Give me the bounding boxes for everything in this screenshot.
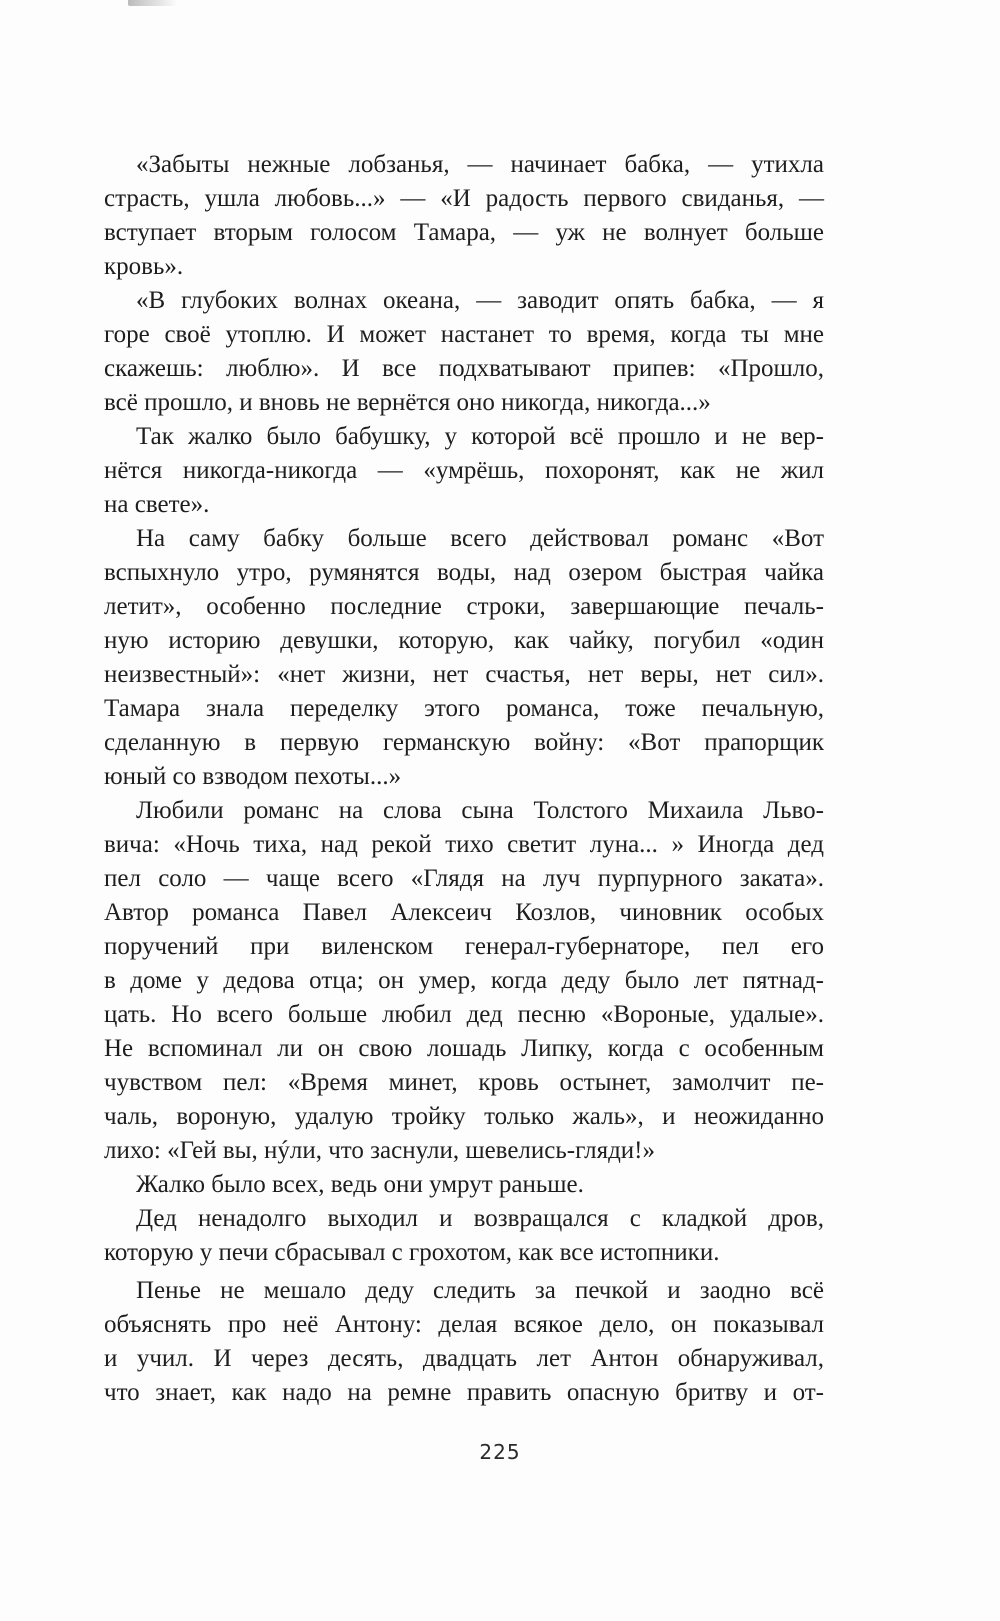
text-line: Жалко было всех, ведь они умрут раньше.	[136, 1171, 584, 1198]
paragraph	[104, 522, 824, 794]
text-line: неизвестный»: «нет жизни, нет счастья, нет веры, нет сил».	[104, 661, 824, 688]
text-line: Так жалко было бабушку, у которой всё прошло и не вер-	[136, 423, 824, 450]
text-line: чувством пел: «Время минет, кровь остынет, замолчит пе-	[104, 1069, 824, 1096]
text-line: нётся никогда-никогда — «умрёшь, похоронят, как не жил	[104, 457, 824, 484]
text-line: Дед ненадолго выходил и возвращался с кладкой дров,	[136, 1205, 824, 1232]
text-line: горе своё утоплю. И может настанет то время, когда ты мне	[104, 321, 824, 348]
text-line: вича: «Ночь тиха, над рекой тихо светит луна... » Иногда дед	[104, 831, 824, 858]
paragraph	[104, 420, 824, 522]
text-line: кровь».	[104, 253, 184, 280]
text-line: скажешь: люблю». И все подхватывают припев: «Прошло,	[104, 355, 824, 382]
text-line: что знает, как надо на ремне править опасную бритву и от-	[104, 1379, 824, 1406]
text-line: и учил. И через десять, двадцать лет Антон обнаруживал,	[104, 1345, 824, 1372]
text-line: Не вспоминал ли он свою лошадь Липку, когда с особенным	[104, 1035, 824, 1062]
text-line: «В глубоких волнах океана, — заводит опять бабка, — я	[136, 287, 824, 314]
text-line: лихо: «Гей вы, нýли, что заснули, шевелись-гляди!»	[104, 1137, 655, 1164]
text-line: в доме у дедова отца; он умер, когда деду было лет пятнад-	[104, 967, 824, 994]
paragraph	[104, 148, 824, 284]
text-line: на свете».	[104, 491, 210, 518]
text-line: которую у печи сбрасывал с грохотом, как все истопники.	[104, 1239, 720, 1266]
paragraph	[104, 284, 824, 420]
scan-artifact	[128, 0, 178, 6]
paragraph	[104, 1202, 824, 1270]
text-line: юный со взводом пехоты...»	[104, 763, 402, 790]
text-line: Автор романса Павел Алексеич Козлов, чиновник особых	[104, 899, 824, 926]
paragraph	[104, 1168, 824, 1202]
text-line: чаль, вороную, удалую тройку только жаль», и неожиданно	[104, 1103, 824, 1130]
text-line: Тамара знала переделку этого романса, тоже печальную,	[104, 695, 824, 722]
text-line: всё прошло, и вновь не вернётся оно никогда, никогда...»	[104, 389, 711, 416]
text-line: сделанную в первую германскую войну: «Вот прапорщик	[104, 729, 824, 756]
text-line: страсть, ушла любовь...» — «И радость первого свиданья, —	[104, 185, 824, 212]
paragraph	[104, 794, 824, 1168]
text-line: объяснять про неё Антону: делая всякое дело, он показывал	[104, 1311, 824, 1338]
text-line: Любили романс на слова сына Толстого Михаила Льво-	[136, 797, 824, 824]
text-line: летит», особенно последние строки, завершающие печаль-	[104, 593, 824, 620]
text-line: поручений при виленском генерал-губернаторе, пел его	[104, 933, 824, 960]
text-line: Пенье не мешало деду следить за печкой и заодно всё	[136, 1277, 824, 1304]
body-text	[104, 148, 824, 1410]
text-line: ную историю девушки, которую, как чайку, погубил «один	[104, 627, 824, 654]
text-line: вступает вторым голосом Тамара, — уж не волнует больше	[104, 219, 824, 246]
paragraph	[104, 1274, 824, 1410]
text-line: «Забыты нежные лобзанья, — начинает бабка, — утихла	[136, 151, 824, 178]
text-line: цать. Но всего больше любил дед песню «Вороные, удалые».	[104, 1001, 824, 1028]
text-line: На саму бабку больше всего действовал романс «Вот	[136, 525, 824, 552]
page-number: 225	[479, 1440, 521, 1464]
text-line: вспыхнуло утро, румянятся воды, над озером быстрая чайка	[104, 559, 824, 586]
text-line: пел соло — чаще всего «Глядя на луч пурпурного заката».	[104, 865, 824, 892]
